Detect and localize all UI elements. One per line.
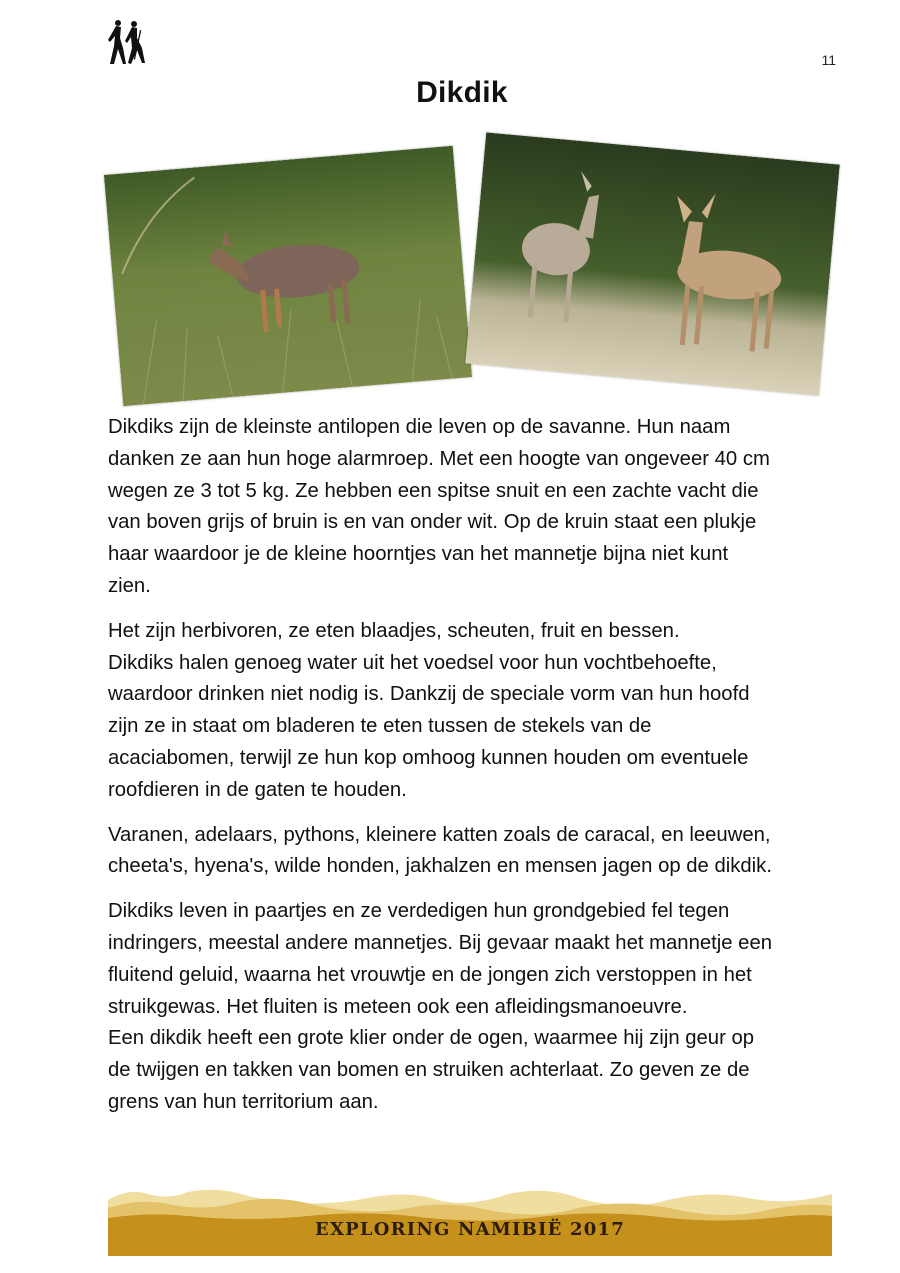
article-body (108, 412, 848, 1132)
footer-banner (108, 1186, 832, 1256)
dikdik-photo-single (104, 146, 472, 406)
text-line: wegen ze 3 tot 5 kg. Ze hebben een spitse snuit en een zachte vacht die (108, 479, 759, 502)
footer-title: EXPLORING NAMIBIË 2017 (315, 1219, 625, 1240)
text-line: acaciabomen, terwijl ze hun kop omhoog kunnen houden om eventuele (108, 746, 749, 769)
text-line: Een dikdik heeft een grote klier onder de ogen, waarmee hij zijn geur op (108, 1027, 755, 1050)
paragraph-description (108, 412, 848, 603)
text-line: Varanen, adelaars, pythons, kleinere katten zoals de caracal, en leeuwen, (108, 823, 771, 846)
text-line: roofdieren in de gaten te houden. (108, 778, 407, 801)
text-line: Het zijn herbivoren, ze eten blaadjes, scheuten, fruit en bessen. (108, 619, 680, 642)
text-line: de twijgen en takken van bomen en struiken achterlaat. Zo geven ze de (108, 1059, 750, 1082)
page-number: 11 (821, 52, 836, 68)
text-line: zien. (108, 574, 151, 597)
page-title: Dikdik (416, 76, 508, 109)
text-line: struikgewas. Het fluiten is meteen ook een afleidingsmanoeuvre. (108, 995, 688, 1018)
dikdik-photo-pair (465, 132, 840, 395)
text-line: Dikdiks halen genoeg water uit het voedsel voor hun vochtbehoefte, (108, 651, 717, 674)
paragraph-behaviour (108, 896, 848, 1119)
text-line: cheeta's, hyena's, wilde honden, jakhalzen en mensen jagen op de dikdik. (108, 855, 772, 878)
text-line: zijn ze in staat om bladeren te eten tussen de stekels van de (108, 715, 652, 738)
paragraph-diet (108, 616, 848, 807)
text-line: Dikdiks zijn de kleinste antilopen die leven op de savanne. Hun naam (108, 416, 731, 438)
text-line: van boven grijs of bruin is en van onder wit. Op de kruin staat een plukje (108, 511, 757, 534)
text-line: fluitend geluid, waarna het vrouwtje en de jongen zich verstoppen in het (108, 963, 752, 986)
text-line: waardoor drinken niet nodig is. Dankzij de speciale vorm van hun hoofd (108, 683, 750, 706)
text-line: indringers, meestal andere mannetjes. Bij gevaar maakt het mannetje een (108, 931, 773, 954)
text-line: danken ze aan hun hoge alarmroep. Met een hoogte van ongeveer 40 cm (108, 447, 770, 470)
hiker-silhouettes-logo (104, 18, 148, 68)
text-line: Dikdiks leven in paartjes en ze verdedigen hun grondgebied fel tegen (108, 900, 730, 923)
text-line: haar waardoor je de kleine hoorntjes van het mannetje bijna niet kunt (108, 543, 729, 566)
text-line: grens van hun territorium aan. (108, 1090, 379, 1113)
paragraph-predators (108, 820, 848, 884)
